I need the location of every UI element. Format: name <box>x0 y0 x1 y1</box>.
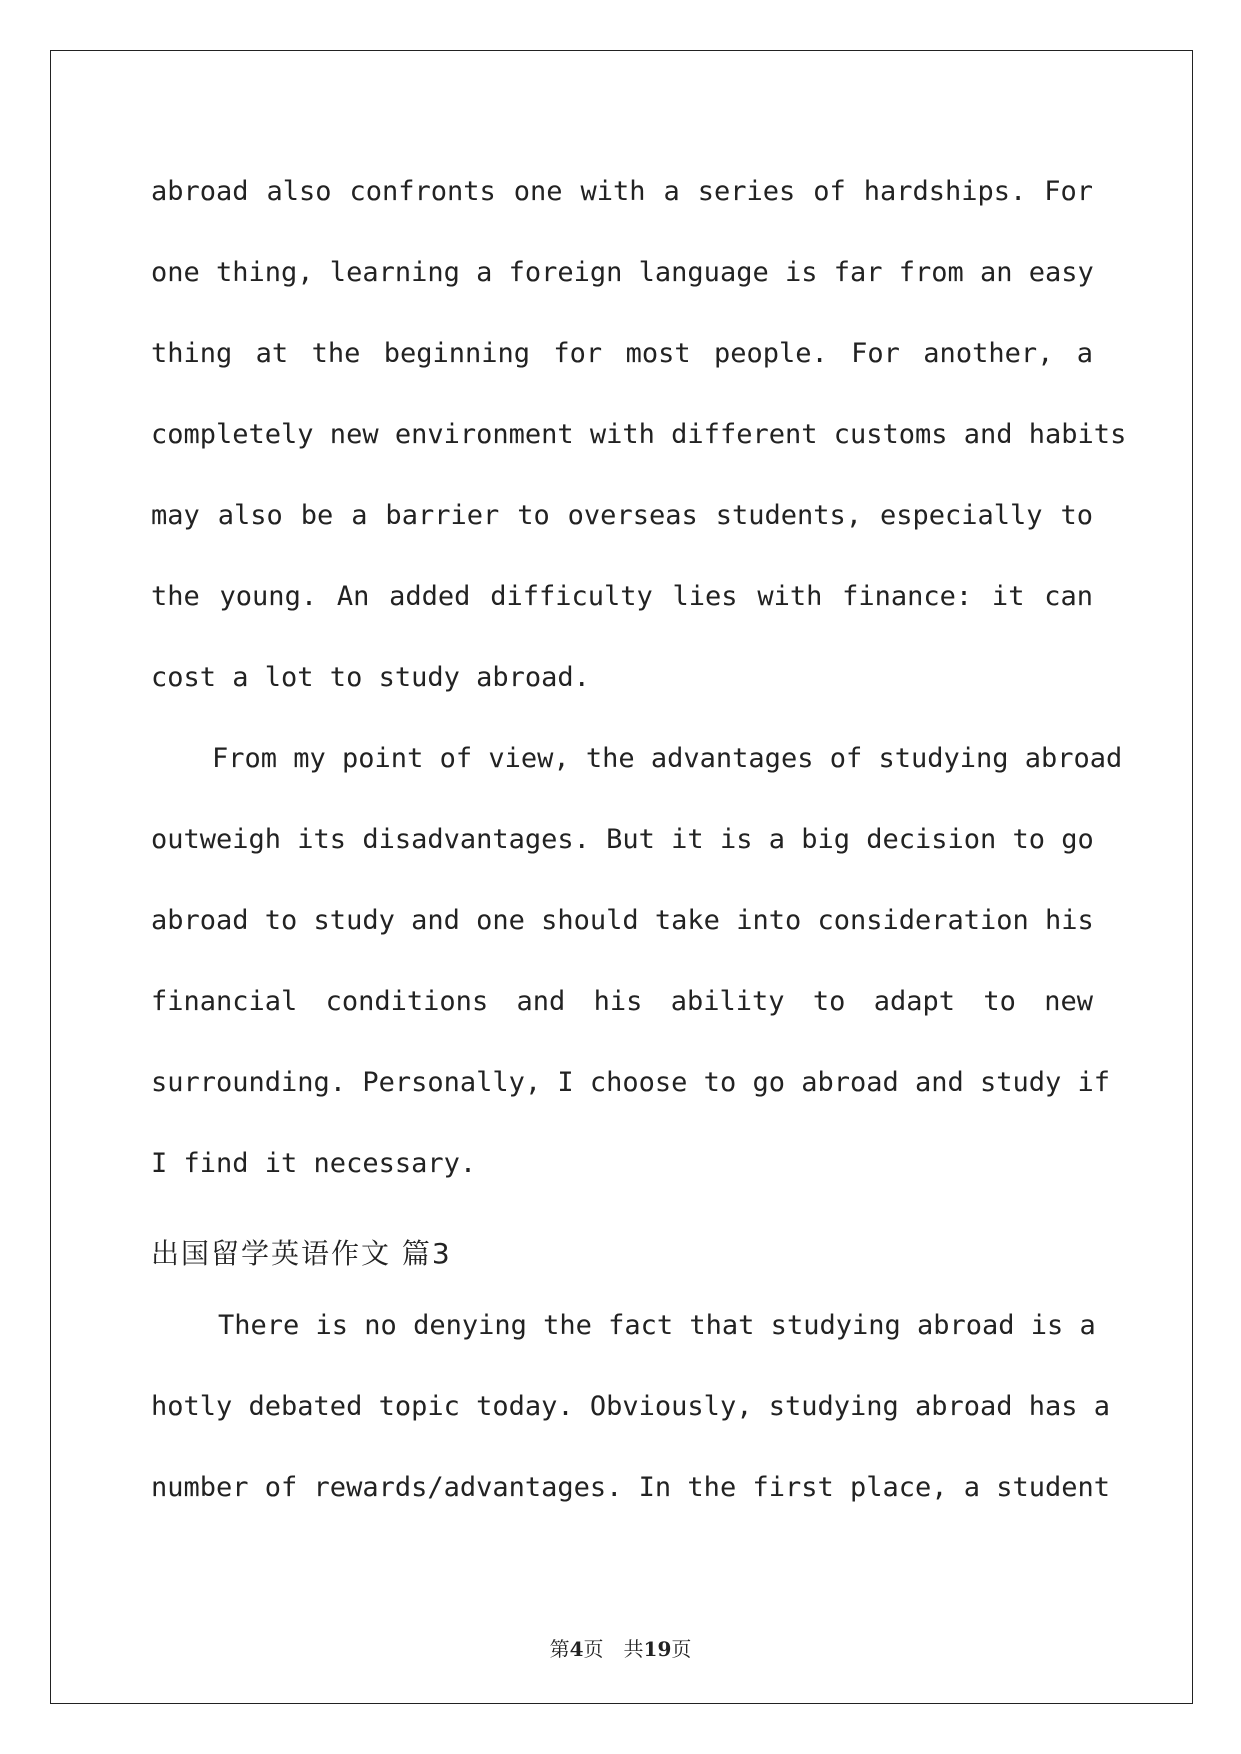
body-line-15: hotly debated topic today. Obviously, studying abroad has a <box>151 1391 1111 1422</box>
body-line-7: cost a lot to study abroad. <box>151 662 590 693</box>
footer-mid: 页 共 <box>583 1637 644 1661</box>
body-line-1: abroad also confronts one with a series of hardships. For <box>151 176 1093 207</box>
page-footer <box>0 1633 1241 1662</box>
body-line-2: one thing, learning a foreign language is far from an easy <box>151 257 1094 288</box>
page-border <box>50 50 1193 1704</box>
body-line-11: financial conditions and his ability to adapt to new <box>151 986 1093 1017</box>
body-line-13: I find it necessary. <box>151 1148 477 1179</box>
body-line-9: outweigh its disadvantages. But it is a big decision to go <box>151 824 1094 855</box>
footer-prefix: 第 <box>549 1637 570 1661</box>
body-line-5: may also be a barrier to overseas students, especially to <box>151 500 1093 531</box>
footer-suffix: 页 <box>671 1637 692 1661</box>
body-line-12: surrounding. Personally, I choose to go abroad and study if <box>151 1067 1111 1098</box>
body-line-6: the young. An added difficulty lies with finance: it can <box>151 581 1093 612</box>
footer-page-number: 4 <box>569 1637 584 1661</box>
body-line-3: thing at the beginning for most people. For another, a <box>151 338 1093 369</box>
body-line-16: number of rewards/advantages. In the first place, a student <box>151 1472 1111 1503</box>
footer-total-pages: 19 <box>643 1637 672 1661</box>
body-line-8: From my point of view, the advantages of studying abroad <box>212 743 1123 774</box>
section-heading: 出国留学英语作文 篇3 <box>151 1237 452 1270</box>
body-line-14: There is no denying the fact that studying abroad is a <box>218 1310 1096 1341</box>
body-line-4: completely new environment with different customs and habits <box>151 419 1127 450</box>
body-line-10: abroad to study and one should take into consideration his <box>151 905 1094 936</box>
